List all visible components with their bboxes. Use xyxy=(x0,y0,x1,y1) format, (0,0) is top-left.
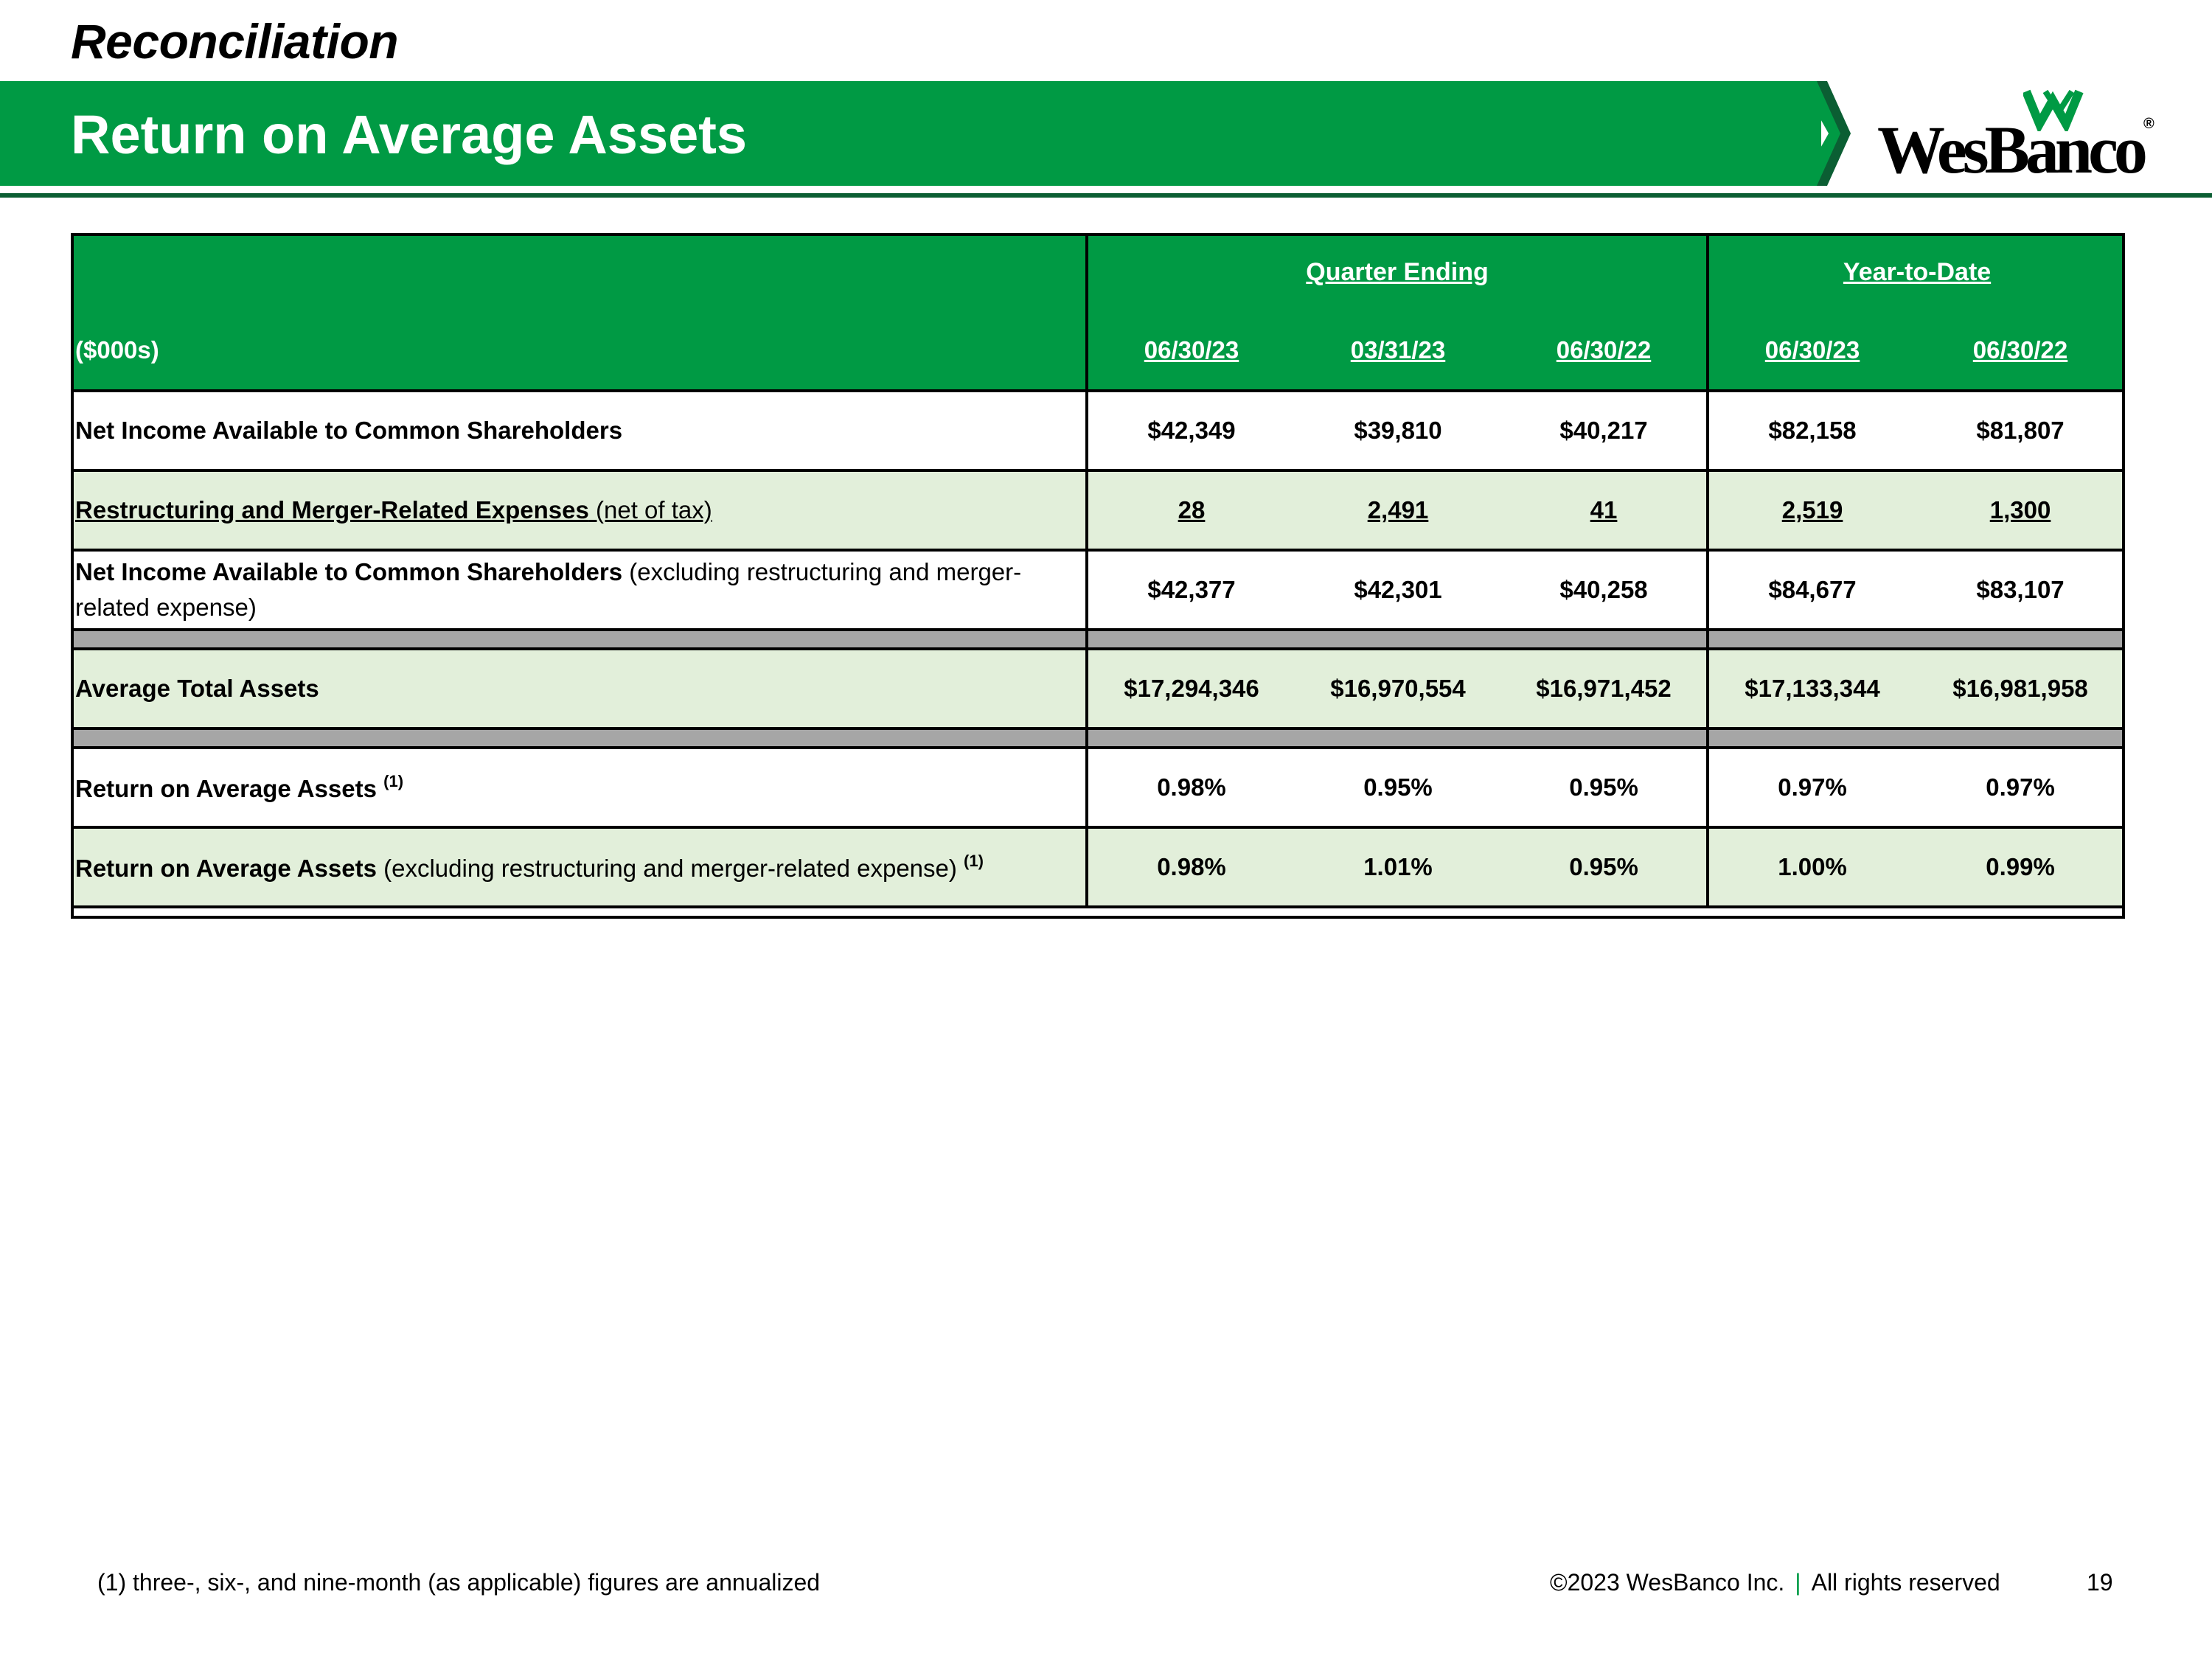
table-row xyxy=(71,748,2125,827)
table-cell: 0.95% xyxy=(1501,748,1708,827)
table-cell: 0.95% xyxy=(1295,748,1501,827)
spacer-row xyxy=(71,728,2125,748)
table-cell: 1,300 xyxy=(1916,470,2125,550)
spacer-cell xyxy=(1708,728,1916,748)
group-header-ytd: Year-to-Date xyxy=(1708,233,2125,311)
table-header-columns xyxy=(71,311,2125,391)
table-cell: $39,810 xyxy=(1295,391,1501,470)
table-cell: 1.01% xyxy=(1295,827,1501,907)
table-row xyxy=(71,827,2125,907)
table-row xyxy=(71,470,2125,550)
row-label-bold: Net Income Available to Common Shareholders xyxy=(75,417,623,444)
footer-separator: | xyxy=(1795,1569,1801,1596)
spacer-cell xyxy=(1708,630,1916,649)
table-row xyxy=(71,391,2125,470)
table-cell: 0.99% xyxy=(1916,827,2125,907)
row-label-bold: Restructuring and Merger-Related Expenses xyxy=(75,496,589,524)
row-label-rest: (net of tax) xyxy=(588,496,712,524)
logo-wordmark: WesBanco xyxy=(1877,112,2143,187)
table-cell: 2,519 xyxy=(1708,470,1916,550)
row-label xyxy=(71,827,1087,907)
table-cell: $81,807 xyxy=(1916,391,2125,470)
spacer-cell xyxy=(1501,630,1708,649)
row-label xyxy=(71,748,1087,827)
column-header: 06/30/23 xyxy=(1087,311,1295,391)
table-cell: $83,107 xyxy=(1916,550,2125,630)
spacer-cell xyxy=(1295,630,1501,649)
row-label xyxy=(71,470,1087,550)
row-label-bold: Return on Average Assets xyxy=(75,855,377,882)
spacer-cell xyxy=(1295,728,1501,748)
footnote-marker: (1) xyxy=(383,772,404,790)
spacer-cell xyxy=(1916,728,2125,748)
table-cell: 28 xyxy=(1087,470,1295,550)
table-cell: $40,258 xyxy=(1501,550,1708,630)
column-header: 03/31/23 xyxy=(1295,311,1501,391)
section-subtitle: Reconciliation xyxy=(71,14,399,69)
banner-chevron-icon xyxy=(1799,81,1851,186)
table-cell: $42,377 xyxy=(1087,550,1295,630)
table-cell: 1.00% xyxy=(1708,827,1916,907)
row-label xyxy=(71,550,1087,630)
header-rule xyxy=(0,193,2212,198)
table-cell: $42,301 xyxy=(1295,550,1501,630)
spacer-cell xyxy=(1087,728,1295,748)
copyright-text: ©2023 WesBanco Inc. xyxy=(1550,1569,1785,1596)
table-row xyxy=(71,649,2125,728)
table-cell: 0.98% xyxy=(1087,748,1295,827)
table-cell: $17,133,344 xyxy=(1708,649,1916,728)
row-label-bold: Net Income Available to Common Shareholders xyxy=(75,558,623,585)
table-cell: $40,217 xyxy=(1501,391,1708,470)
logo-registered-mark: ® xyxy=(2143,116,2154,132)
column-header: 06/30/22 xyxy=(1501,311,1708,391)
group-header-quarter: Quarter Ending xyxy=(1087,233,1708,311)
footnote: (1) three-, six-, and nine-month (as applicable) figures are annualized xyxy=(97,1569,821,1596)
row-label-rest: (excluding restructuring and merger-related expense) xyxy=(376,855,957,882)
spacer-cell xyxy=(1916,630,2125,649)
page-number: 19 xyxy=(2087,1569,2113,1596)
row-label xyxy=(71,649,1087,728)
header-blank xyxy=(71,233,1087,311)
table-cell: $84,677 xyxy=(1708,550,1916,630)
row-label xyxy=(71,391,1087,470)
page-title: Return on Average Assets xyxy=(71,104,748,165)
footnote-marker: (1) xyxy=(964,852,984,870)
wesbanco-logo xyxy=(1877,111,2154,189)
table-cell: 2,491 xyxy=(1295,470,1501,550)
rights-text: All rights reserved xyxy=(1811,1569,2000,1596)
table-row xyxy=(71,550,2125,630)
spacer-row xyxy=(71,630,2125,649)
table-cell: 0.98% xyxy=(1087,827,1295,907)
spacer-cell xyxy=(1087,630,1295,649)
copyright xyxy=(1550,1569,2000,1596)
reconciliation-table xyxy=(71,233,2125,908)
row-label-bold: Return on Average Assets xyxy=(75,775,377,802)
table-cell: 0.97% xyxy=(1708,748,1916,827)
table-cell: 0.95% xyxy=(1501,827,1708,907)
units-label: ($000s) xyxy=(71,311,1087,391)
table-cell: $17,294,346 xyxy=(1087,649,1295,728)
spacer-cell xyxy=(71,728,1087,748)
column-header: 06/30/22 xyxy=(1916,311,2125,391)
table-cell: $16,971,452 xyxy=(1501,649,1708,728)
table-cell: $16,970,554 xyxy=(1295,649,1501,728)
table-cell: 0.97% xyxy=(1916,748,2125,827)
table-header-groups xyxy=(71,233,2125,311)
spacer-cell xyxy=(1501,728,1708,748)
row-label-bold: Average Total Assets xyxy=(75,675,319,702)
spacer-cell xyxy=(71,630,1087,649)
table-cell: 41 xyxy=(1501,470,1708,550)
row-label-rest: (excluding restructuring and merger-related expense) xyxy=(75,558,1022,621)
table-cell: $82,158 xyxy=(1708,391,1916,470)
column-header: 06/30/23 xyxy=(1708,311,1916,391)
table-cell: $16,981,958 xyxy=(1916,649,2125,728)
table-cell: $42,349 xyxy=(1087,391,1295,470)
